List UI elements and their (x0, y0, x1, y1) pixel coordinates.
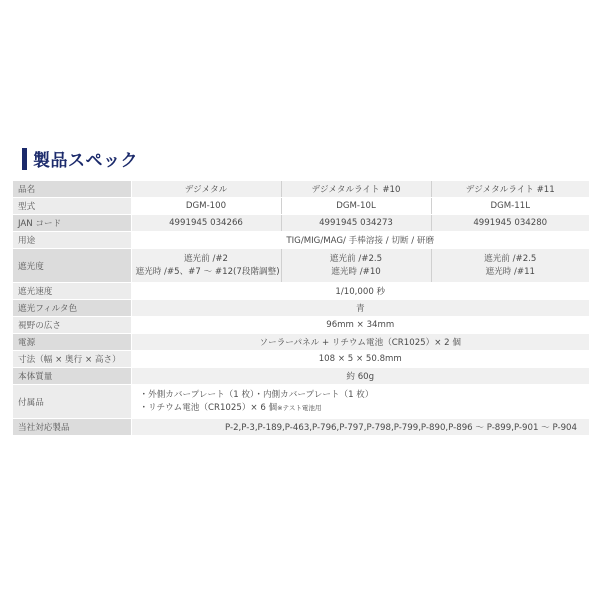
accessories-line-1: ・外側カバープレート（1 枚）・内側カバープレート（1 枚） (139, 389, 374, 400)
row-label-jan: JAN コード (13, 215, 131, 232)
cell-model-1: DGM-100 (131, 198, 281, 215)
table-row-use (13, 232, 589, 249)
spec-table (13, 180, 589, 436)
shade-3-before: 遮光前 /#2.5 (484, 253, 537, 264)
table-row-product-name (13, 181, 589, 198)
cell-product-1: デジメタル (131, 181, 281, 198)
cell-filter: 青 (131, 300, 589, 317)
title-accent-bar (22, 148, 27, 170)
row-label-view: 視野の広さ (13, 317, 131, 334)
cell-jan-2: 4991945 034273 (281, 215, 431, 232)
accessories-note: ※テスト電池用 (277, 403, 322, 412)
page-title: 製品スペック (33, 151, 138, 171)
cell-jan-3: 4991945 034280 (431, 215, 589, 232)
cell-power: ソーラーパネル + リチウム電池（CR1025）× 2 個 (131, 334, 589, 351)
shade-2-during: 遮光時 /#10 (331, 266, 381, 277)
table-row-filter (13, 300, 589, 317)
row-label-size: 寸法（幅 × 奥行 × 高さ） (13, 351, 131, 368)
table-row-compatible (13, 419, 589, 436)
row-label-compatible: 当社対応製品 (13, 419, 131, 436)
cell-accessories (131, 385, 589, 419)
cell-compatible: P-2,P-3,P-189,P-463,P-796,P-797,P-798,P-799,P-890,P-896 ～ P-899,P-901 ～ P-904 (131, 419, 589, 436)
row-label-model: 型式 (13, 198, 131, 215)
cell-product-2: デジメタルライト #10 (281, 181, 431, 198)
table-row-view (13, 317, 589, 334)
section-title (22, 146, 138, 171)
cell-model-2: DGM-10L (281, 198, 431, 215)
row-label-filter: 遮光フィルタ色 (13, 300, 131, 317)
accessories-line-2 (140, 402, 586, 415)
cell-size: 108 × 5 × 50.8mm (131, 351, 589, 368)
row-label-accessories: 付属品 (13, 385, 131, 419)
table-row-weight (13, 368, 589, 385)
cell-jan-1: 4991945 034266 (131, 215, 281, 232)
table-row-model (13, 198, 589, 215)
accessories-battery: ・リチウム電池（CR1025）× 6 個 (139, 402, 278, 413)
shade-1-during: 遮光時 /#5、#7 ～ #12(7段階調整) (135, 266, 280, 277)
row-label-power: 電源 (13, 334, 131, 351)
cell-use: TIG/MIG/MAG/ 手棒溶接 / 切断 / 研磨 (131, 232, 589, 249)
cell-shade-1 (131, 249, 281, 283)
row-label-use: 用途 (13, 232, 131, 249)
cell-shade-2 (281, 249, 431, 283)
cell-shade-3 (431, 249, 589, 283)
cell-product-3: デジメタルライト #11 (431, 181, 589, 198)
shade-3-during: 遮光時 /#11 (485, 266, 536, 277)
table-row-shade (13, 249, 589, 283)
shade-1-before: 遮光前 /#2 (183, 253, 229, 264)
cell-speed: 1/10,000 秒 (131, 283, 589, 300)
table-row-speed (13, 283, 589, 300)
cell-weight: 約 60g (131, 368, 589, 385)
cell-view: 96mm × 34mm (131, 317, 589, 334)
row-label-product-name: 品名 (13, 181, 131, 198)
table-row-size (13, 351, 589, 368)
row-label-weight: 本体質量 (13, 368, 131, 385)
table-row-accessories (13, 385, 589, 419)
row-label-shade: 遮光度 (13, 249, 131, 283)
row-label-speed: 遮光速度 (13, 283, 131, 300)
table-row-power (13, 334, 589, 351)
shade-2-before: 遮光前 /#2.5 (329, 253, 383, 264)
table-row-jan (13, 215, 589, 232)
cell-model-3: DGM-11L (431, 198, 589, 215)
